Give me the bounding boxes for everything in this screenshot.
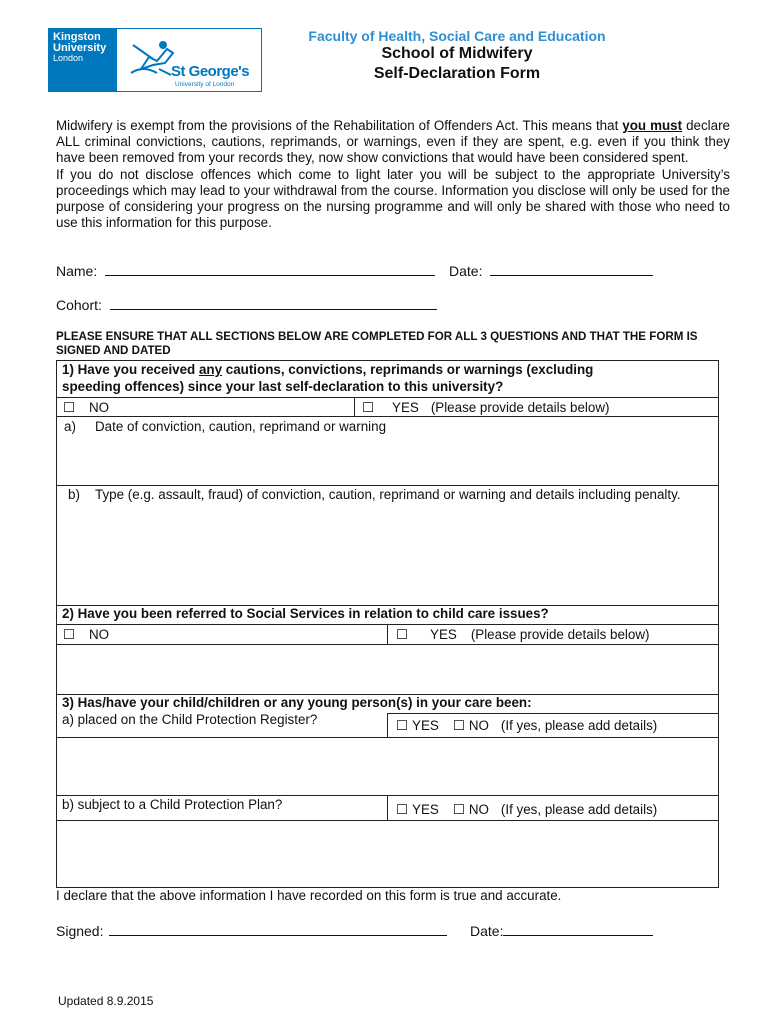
q3-b-yes-label[interactable]: YES — [412, 802, 439, 817]
checkbox-icon[interactable]: ☐ — [362, 400, 375, 415]
cohort-field[interactable] — [110, 296, 437, 310]
q2-yes-option[interactable] — [396, 627, 649, 643]
q1-b-text: Type (e.g. assault, fraud) of conviction, caution, reprimand or warning and details including penalty. — [95, 487, 681, 502]
q3-b-note: (If yes, please add details) — [500, 802, 658, 817]
q1-heading-emphasis: any — [198, 362, 223, 377]
sign-date-row — [470, 922, 653, 939]
q1-a-label: a) — [64, 419, 76, 434]
q3-a-options — [396, 718, 657, 734]
q1-no-option[interactable] — [63, 400, 109, 416]
kingston-university-logo — [48, 28, 116, 92]
divider — [56, 820, 719, 821]
q1-heading-line2: speeding offences) since your last self-declaration to this university? — [62, 379, 504, 394]
intro-text — [56, 118, 730, 231]
divider — [387, 713, 388, 737]
q1-yes-note: (Please provide details below) — [430, 400, 610, 415]
q3-b-options — [396, 802, 657, 818]
cohort-label: Cohort: — [56, 297, 102, 313]
st-georges-logo — [116, 28, 262, 92]
logo-text-line: University — [53, 42, 107, 54]
q1-a-answer-area[interactable] — [60, 438, 714, 482]
school-heading: School of Midwifery — [381, 45, 533, 62]
checkbox-icon[interactable]: ☐ — [452, 802, 465, 817]
q1-heading-line1 — [62, 362, 593, 378]
q3-a-text: a) placed on the Child Protection Register? — [62, 712, 318, 727]
logo-subtitle: University of London — [175, 81, 235, 88]
footer-updated: Updated 8.9.2015 — [58, 994, 154, 1008]
q2-no-label: NO — [89, 627, 110, 642]
q3-a-no-label[interactable]: NO — [468, 718, 489, 733]
q2-no-option[interactable] — [63, 627, 109, 643]
intro-text-end: declare ALL criminal convictions, cautions, reprimands, or warnings, even if they are spent, e.g. even if you think they have been removed from your records they, now show convictions that would have been considered spent. — [56, 118, 730, 166]
q3-b-answer-area[interactable] — [60, 823, 714, 885]
divider — [387, 795, 388, 820]
q1-yes-label: YES — [392, 400, 419, 415]
name-field[interactable] — [105, 262, 435, 276]
signature-field[interactable] — [109, 922, 447, 936]
checkbox-icon[interactable]: ☐ — [396, 718, 409, 733]
form-title: Self-Declaration Form — [373, 65, 541, 82]
q3-a-note: (If yes, please add details) — [500, 718, 658, 733]
sign-date-label: Date: — [470, 923, 504, 939]
divider — [56, 644, 719, 645]
q3-b-no-label[interactable]: NO — [468, 802, 489, 817]
cohort-row — [56, 296, 437, 313]
faculty-heading: Faculty of Health, Social Care and Education — [308, 28, 606, 44]
intro-emphasis: you must — [622, 118, 683, 133]
q3-a-yes-label[interactable]: YES — [412, 718, 439, 733]
signed-label: Signed: — [56, 923, 104, 939]
q2-yes-note: (Please provide details below) — [470, 627, 650, 642]
q1-b-label: b) — [68, 487, 80, 502]
q1-heading-end: cautions, convictions, reprimands or warnings (excluding — [222, 362, 594, 377]
checkbox-icon[interactable]: ☐ — [63, 400, 76, 415]
signed-row — [56, 922, 447, 939]
q2-heading: 2) Have you been referred to Social Services in relation to child care issues? — [62, 606, 549, 621]
date-field[interactable] — [490, 262, 653, 276]
logo-text-line: Kingston — [53, 31, 101, 43]
name-label: Name: — [56, 263, 98, 279]
intro-text-start: Midwifery is exempt from the provisions of the Rehabilitation of Offenders Act. This means that — [56, 118, 623, 133]
instructions-notice: PLEASE ENSURE THAT ALL SECTIONS BELOW ARE COMPLETED FOR ALL 3 QUESTIONS AND THAT THE FORM IS SIGNED AND DATED — [56, 330, 698, 357]
q3-a-answer-area[interactable] — [60, 740, 714, 792]
intro-paragraph-1 — [56, 118, 730, 167]
checkbox-icon[interactable]: ☐ — [452, 718, 465, 733]
sign-date-field[interactable] — [503, 922, 653, 936]
q1-b-answer-area[interactable] — [60, 524, 714, 602]
checkbox-icon[interactable]: ☐ — [396, 627, 409, 642]
q2-answer-area[interactable] — [60, 647, 714, 691]
divider — [354, 397, 355, 417]
divider — [56, 485, 719, 486]
q3-b-text: b) subject to a Child Protection Plan? — [62, 797, 283, 812]
divider — [56, 416, 719, 417]
q2-yes-label: YES — [430, 627, 457, 642]
q1-a-text: Date of conviction, caution, reprimand or warning — [95, 419, 387, 434]
logo-name: St George's — [171, 63, 250, 80]
logo-text-line: London — [53, 53, 84, 63]
divider — [387, 624, 388, 645]
q3-heading: 3) Has/have your child/children or any young person(s) in your care been: — [62, 695, 532, 710]
q1-no-label: NO — [89, 400, 110, 415]
q1-heading-start: 1) Have you received — [62, 362, 199, 377]
name-row — [56, 262, 435, 279]
divider — [387, 713, 719, 714]
declaration-text: I declare that the above information I have recorded on this form is true and accurate. — [56, 888, 562, 903]
checkbox-icon[interactable]: ☐ — [396, 802, 409, 817]
divider — [56, 397, 719, 398]
divider — [56, 737, 719, 738]
q1-yes-option[interactable] — [362, 400, 609, 416]
date-label: Date: — [449, 263, 483, 279]
date-row — [449, 262, 653, 279]
intro-paragraph-2: If you do not disclose offences which come to light later you will be subject to the appropriate University’s proceedings which may lead to your withdrawal from the course. Information you disclose will only be used for the purpose of considering your progress on the nursing programme and will only be shared with those who need to use this information for this purpose. — [56, 166, 730, 231]
checkbox-icon[interactable]: ☐ — [63, 627, 76, 642]
